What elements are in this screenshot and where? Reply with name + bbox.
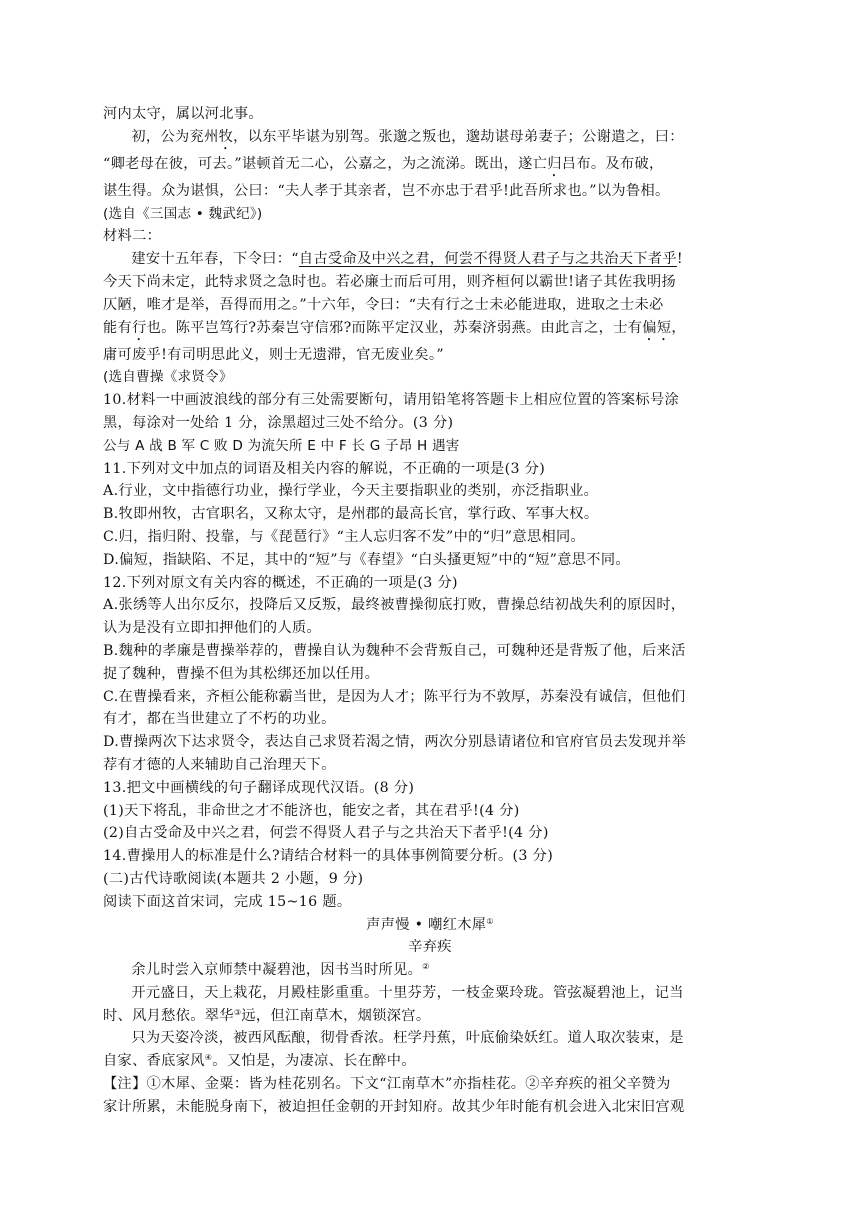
question-12-stem: 12.下列对原文有关内容的概述，不正确的一项是(3 分): [103, 574, 458, 591]
question-12-option-c-2: 有才，都在当世建立了不朽的功业。: [103, 711, 336, 728]
question-12-option-b-1: B.魏种的孝廉是曹操举荐的，曹操自认为魏种不会背叛自己，可魏种还是背叛了他，后来活: [103, 642, 686, 659]
notes-line-2: 家计所累，未能脱身南下，被迫担任金朝的开封知府。故其少年时能有机会进入北宋旧宫观: [103, 1098, 685, 1115]
material2-source: (选自曹操《求贤令》: [103, 369, 233, 386]
footnote-marker: ③: [233, 1007, 242, 1017]
question-11-option-b: B.牧即州牧，古官职名，又称太守，是州郡的最高长官，掌行政、军事大权。: [103, 506, 599, 523]
footnote-marker: ①: [486, 916, 494, 926]
notes-line-1: 【注】①木犀、金粟：皆为桂花别名。下文“江南草木”亦指桂花。②辛弃疾的祖父辛赞为: [103, 1076, 671, 1093]
poem-stanza-2-line-1: 只为天姿冷淡，被西风酝酿，彻骨香浓。枉学丹蕉，叶底偷染妖红。道人取次装束，是: [131, 1030, 684, 1047]
question-12-option-d-2: 荐有才德的人来辅助自己治理天下。: [103, 756, 336, 773]
question-11-option-a: A.行业，文中指德行功业，操行学业，今天主要指职业的类别，亦泛指职业。: [103, 483, 599, 500]
poem-stanza-1-line-1: 开元盛日，天上栽花，月殿桂影重重。十里芬芳，一枝金粟玲珑。管弦凝碧池上，记当: [131, 984, 684, 1001]
question-13-sentence-1: (1)天下将乱，非命世之才不能济也，能安之者，其在君乎!(4 分): [103, 802, 520, 819]
question-12-option-d-1: D.曹操两次下达求贤令，表达自己求贤若渴之情，两次分别恳请诸位和官府官员去发现并举: [103, 734, 687, 751]
footnote-marker: ②: [422, 962, 430, 972]
dotted-word-gui: 归: [547, 155, 562, 172]
material2-line-2: 今天下尚未定，此特求贤之急时也。若必廉士而后可用，则齐桓何以霸世!诸子其佐我明扬: [103, 273, 677, 290]
question-10-options: 公与 A 战 B 军 C 败 D 为流矢所 E 中 F 长 G 子昂 H 遇害: [103, 437, 460, 454]
question-10-line-2: 黑，每涂对一处给 1 分，涂黑超过三处不给分。(3 分): [103, 414, 454, 431]
section-2-heading: (二)古代诗歌阅读(本题共 2 小题，9 分): [103, 870, 364, 887]
poem-preface: 余儿时尝入京师禁中凝碧池，因书当时所见。②: [131, 962, 430, 979]
question-12-option-a-2: 认为是没有立即扣押他们的人质。: [103, 620, 322, 637]
footnote-marker: ④: [204, 1053, 213, 1063]
material2-line-5: 庸可废乎!有司明思此义，则士无遗滞，官无废业矣。”: [103, 346, 444, 363]
underlined-sentence: 自古受命及中兴之君，何尝不得贤人君子与之共治天下者乎: [298, 251, 677, 268]
question-14-stem: 14.曹操用人的标准是什么?请结合材料一的具体事例简要分析。(3 分): [103, 848, 554, 865]
question-11-option-c: C.归，指归附、投靠，与《琵琶行》“主人忘归客不发”中的“归”意思相同。: [103, 528, 586, 545]
poem-stanza-2-line-2: 自家、香底家风④。又怕是，为凄凉、长在醉中。: [103, 1053, 416, 1070]
material2-line-3: 仄陋，唯才是举，吾得而用之。”十六年，令曰：“夫有行之士未必能进取，进取之士未必: [103, 296, 664, 313]
question-13-sentence-2: (2)自古受命及中兴之君，何尝不得贤人君子与之共治天下者乎!(4 分): [103, 825, 549, 842]
section-2-intro: 阅读下面这首宋词，完成 15~16 题。: [103, 893, 352, 910]
question-12-option-a-1: A.张绣等人出尔反尔，投降后又反叛，最终被曹操彻底打败，曹操总结初战失利的原因时，: [103, 597, 686, 614]
material1-paragraph-3: 谌生得。众为谌惧，公曰：“夫人孝于其亲者，岂不亦忠于君乎!此吾所求也。”以为鲁相。: [103, 182, 670, 199]
material1-tail: 河内太守，属以河北事。: [103, 106, 263, 122]
material1-paragraph-1: 初，公为兖州牧，以东平毕谌为别驾。张邈之叛也，邈劫谌母弟妻子；公谢遣之，曰：: [131, 128, 684, 145]
material1-paragraph-2: “卿老母在彼，可去。”谌顿首无二心，公嘉之，为之流涕。既出，遂亡归吕布。及布破，: [103, 155, 664, 172]
material2-line-4: 能有行也。陈平岂笃行?苏秦岂守信邪?而陈平定汉业，苏秦济弱燕。由此言之，士有偏短，: [103, 319, 686, 336]
question-10-line-1: 10.材料一中画波浪线的部分有三处需要断句，请用铅笔将答题卡上相应位置的答案标号涂: [103, 392, 680, 409]
question-12-option-b-2: 捉了魏种，曹操不但为其松绑还加以任用。: [103, 665, 380, 682]
material2-line-1: 建安十五年春，下令曰：“自古受命及中兴之君，何尝不得贤人君子与之共治天下者乎!: [131, 251, 683, 268]
dotted-word-pianduan: 偏短: [642, 319, 672, 336]
poem-stanza-1-line-2: 时、风月愁依。翠华③远，但江南草木，烟锁深宫。: [103, 1007, 431, 1024]
question-11-stem: 11.下列对文中加点的词语及相关内容的解说，不正确的一项是(3 分): [103, 460, 546, 477]
document-page: [103, 103, 757, 1119]
question-13-stem: 13.把文中画横线的句子翻译成现代汉语。(8 分): [103, 779, 415, 796]
dotted-word-xing: 行: [132, 319, 147, 336]
question-11-option-d: D.偏短，指缺陷、不足，其中的“短”与《春望》“白头搔更短”中的“短”意思不同。: [103, 551, 630, 568]
poem-author: 辛弃疾: [408, 939, 452, 956]
question-12-option-c-1: C.在曹操看来，齐桓公能称霸当世，是因为人才；陈平行为不敦厚，苏秦没有诚信，但他们: [103, 688, 686, 705]
poem-title: 声声慢 • 嘲红木犀①: [366, 916, 494, 933]
dotted-word-mu: 牧: [218, 128, 234, 145]
material1-source: (选自《三国志 • 魏武纪》): [103, 205, 263, 222]
material2-label: 材料二：: [103, 228, 162, 245]
